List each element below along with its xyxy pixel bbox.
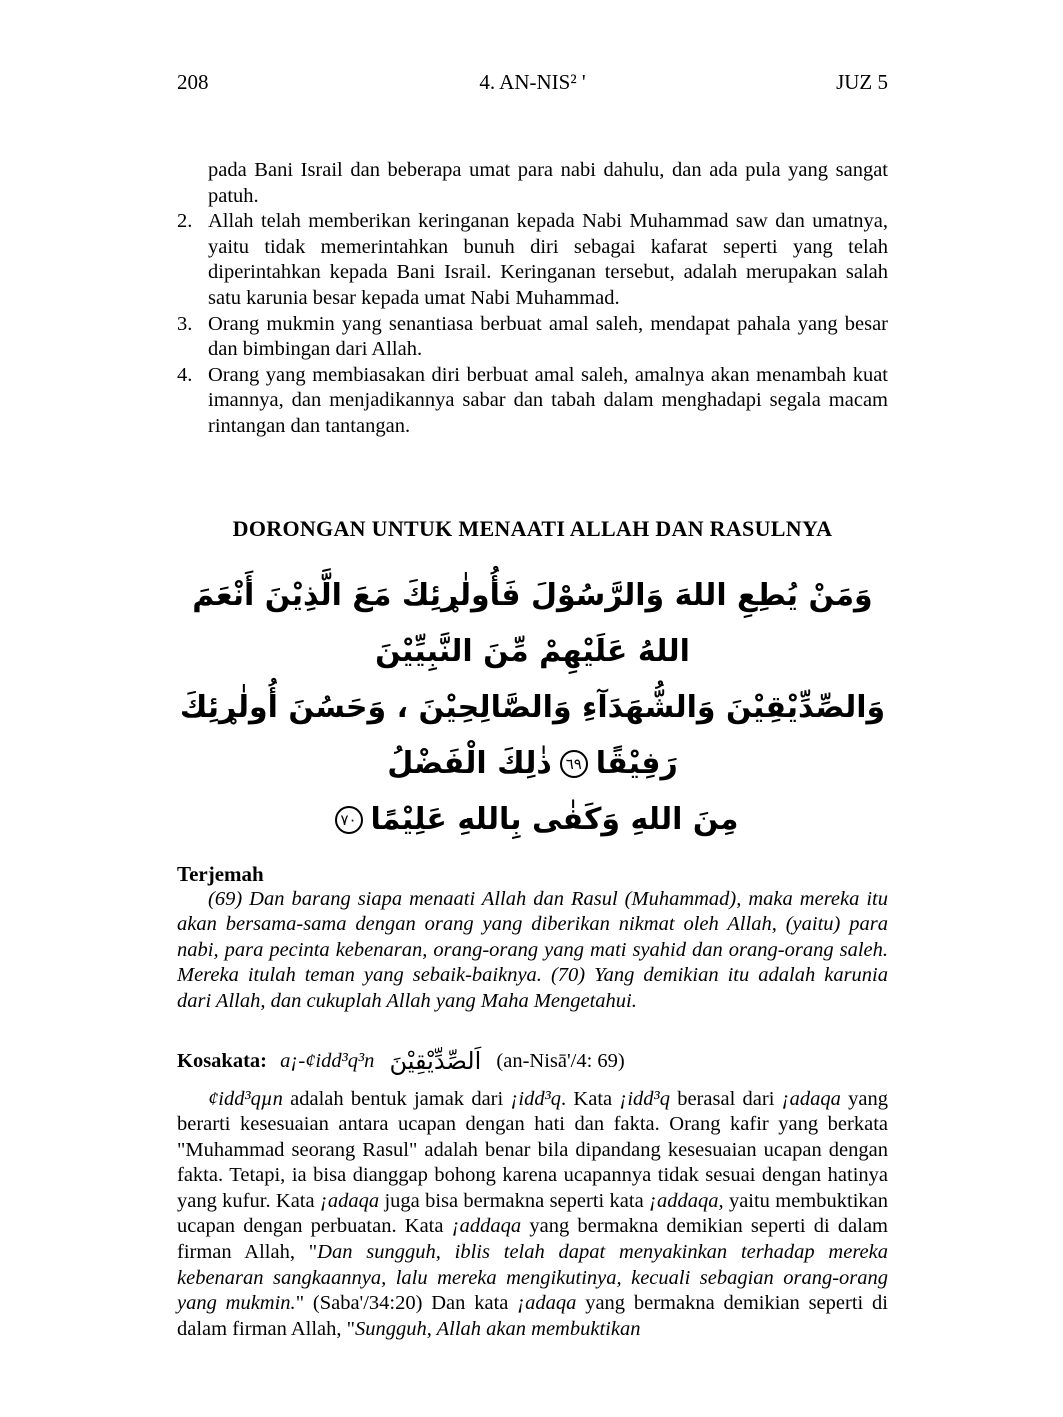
list-item-number: 2. xyxy=(177,210,193,233)
page-header xyxy=(177,70,888,96)
list-item-number: 3. xyxy=(177,312,193,335)
list-item-text: Allah telah memberikan keringanan kepada Nabi Muhammad saw dan umatnya, yaitu tidak memerintahkan bunuh diri sebagai kafarat seperti yang telah diperintahkan kepada Bani Israil. Keringanan tersebut, adalah merupakan salah satu karunia besar kepada umat Nabi Muhammad. xyxy=(208,210,888,309)
kosakata-label: Kosakata: xyxy=(177,1049,267,1072)
kosakata-reference: (an-Nisā'/4: 69) xyxy=(496,1049,625,1072)
list-item-text: pada Bani Israil dan beberapa umat para nabi dahulu, dan ada pula yang sangat patuh. xyxy=(208,159,888,207)
quran-verse-line-1: وَمَنْ يُطِعِ اللهَ وَالرَّسُوْلَ فَأُولٰړئِكَ مَعَ الَّذِيْنَ أَنْعَمَ اللهُ عَلَيْهِمْ مِّنَ النَّبِيِّيْنَ xyxy=(192,577,873,669)
list-item-1-continuation xyxy=(177,158,888,209)
kosakata-arabic-word: اَلصِّدِّيْقِيْنَ xyxy=(389,1046,482,1075)
kosakata-transliteration: a¡-¢idd³q³n xyxy=(280,1049,375,1072)
page-number: 208 xyxy=(177,70,209,94)
ayah-number-69: ٦٩ xyxy=(560,750,588,778)
section-heading: DORONGAN UNTUK MENAATI ALLAH DAN RASULNYA xyxy=(232,515,833,541)
list-item-4 xyxy=(177,363,888,440)
running-title: 4. AN-NIS² ' xyxy=(479,70,586,94)
page-content xyxy=(177,0,888,1342)
list-item-2 xyxy=(177,209,888,311)
terjemah-heading: Terjemah xyxy=(177,861,264,886)
quran-verse-block xyxy=(177,568,888,848)
list-item-number: 4. xyxy=(177,363,193,386)
conclusions-list xyxy=(177,158,888,440)
ayah-number-70: ٧٠ xyxy=(335,806,363,834)
quran-verse-line-3: مِنَ اللهِ وَكَفٰى بِاللهِ عَلِيْمًا٧٠ xyxy=(177,792,888,848)
list-item-3 xyxy=(177,312,888,363)
list-item-text: Orang mukmin yang senantiasa berbuat amal saleh, mendapat pahala yang besar dan bimbingan dari Allah. xyxy=(208,312,888,361)
kosakata-line xyxy=(177,1041,888,1081)
list-item-text: Orang yang membiasakan diri berbuat amal saleh, amalnya akan menambah kuat imannya, dan menjadikannya sabar dan tabah dalam menghadapi segala macam rintangan dan tantangan. xyxy=(208,363,888,437)
terjemah-text: (69) Dan barang siapa menaati Allah dan Rasul (Muhammad), maka mereka itu akan bersama-sama dengan orang yang diberikan nikmat oleh Allah, (yaitu) para nabi, para pecinta kebenaran, orang-orang yang mati syahid dan orang-orang saleh. Mereka itulah teman yang sebaik-baiknya. (70) Yang demikian itu adalah karunia dari Allah, dan cukuplah Allah yang Maha Mengetahui. xyxy=(177,887,888,1012)
juz-label: JUZ 5 xyxy=(836,70,888,94)
kosakata-explanation-paragraph: ¢idd³qµn adalah bentuk jamak dari ¡idd³q. Kata ¡idd³q berasal dari ¡adaqa yang berarti kesesuaian antara ucapan dengan hati dan fakta. Orang kafir yang berkata "Muhammad seorang Rasul" adalah benar bila dipandang kesesuaian ucapan dengan fakta. Tetapi, ia bisa dianggap bohong karena ucapannya tidak sesuai dengan hatinya yang kufur. Kata ¡adaqa juga bisa bermakna seperti kata ¡addaqa, yaitu membuktikan ucapan dengan perbuatan. Kata ¡addaqa yang bermakna demikian seperti di dalam firman Allah, "Dan sungguh, iblis telah dapat menyakinkan terhadap mereka kebenaran sangkaannya, lalu mereka mengikutinya, kecuali sebagian orang-orang yang mukmin." (Saba'/34:20) Dan kata ¡adaqa yang bermakna demikian seperti di dalam firman Allah, "Sungguh, Allah akan membuktikan xyxy=(177,1087,888,1340)
quran-verse-line-2: وَالصِّدِّيْقِيْنَ وَالشُّهَدَآءِ وَالصَّالِحِيْنَ ، وَحَسُنَ أُولٰړئِكَ رَفِيْقًا٦٩ذٰلِكَ الْفَضْلُ xyxy=(179,689,886,781)
